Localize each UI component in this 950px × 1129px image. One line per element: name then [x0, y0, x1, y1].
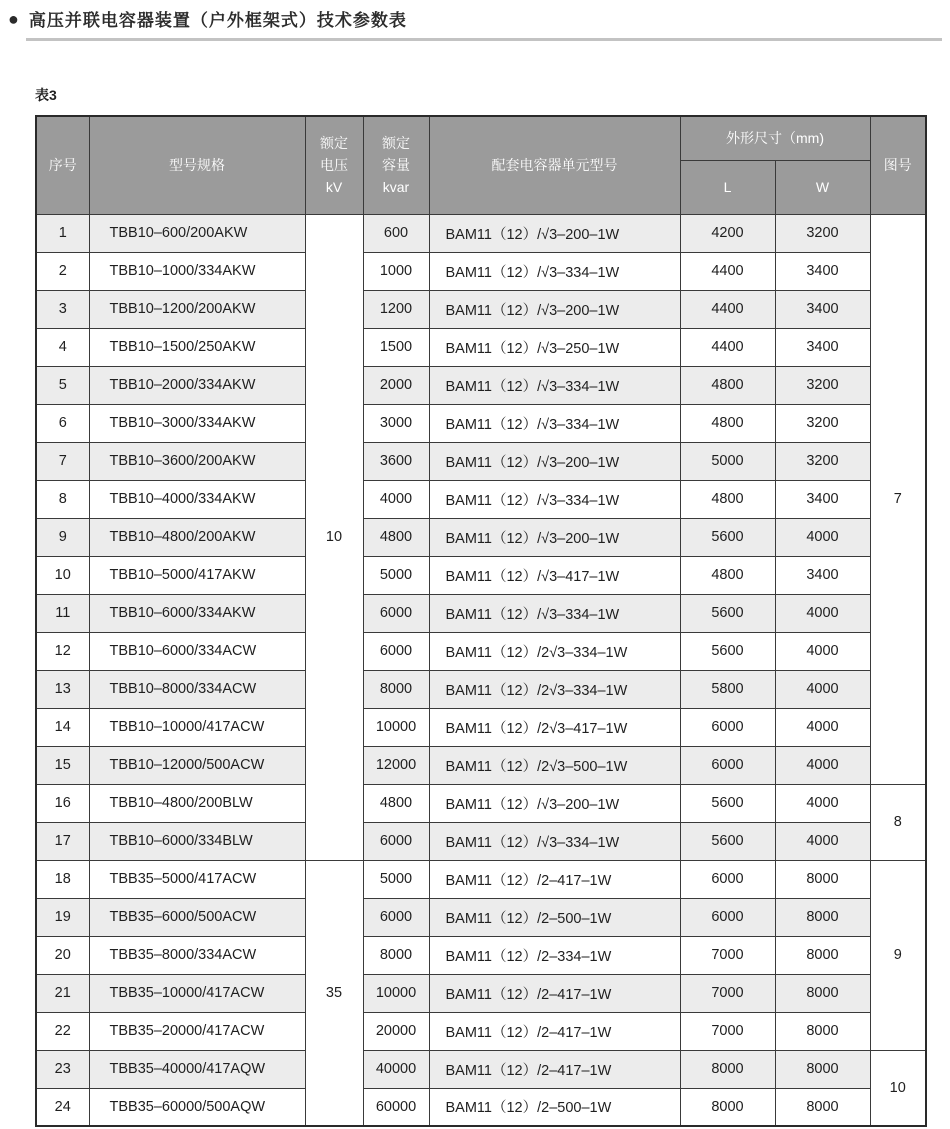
cell-length: 5800 — [680, 670, 775, 708]
cell-index: 9 — [36, 518, 89, 556]
cell-model: TBB35–20000/417ACW — [89, 1012, 305, 1050]
table-row — [36, 518, 926, 556]
cell-index: 17 — [36, 822, 89, 860]
table-row — [36, 252, 926, 290]
table-row — [36, 290, 926, 328]
cell-index: 22 — [36, 1012, 89, 1050]
cell-length: 5600 — [680, 784, 775, 822]
table-row — [36, 1012, 926, 1050]
cell-model: TBB35–60000/500AQW — [89, 1088, 305, 1126]
table-body — [36, 214, 926, 1126]
cell-width: 8000 — [775, 974, 870, 1012]
header-model: 型号规格 — [89, 116, 305, 214]
cell-length: 6000 — [680, 860, 775, 898]
cell-unit-model: BAM11（12）/2–334–1W — [429, 936, 680, 974]
cell-length: 5000 — [680, 442, 775, 480]
table-row — [36, 822, 926, 860]
cell-figure-group-9: 9 — [870, 860, 926, 1050]
cell-width: 3400 — [775, 290, 870, 328]
cell-index: 21 — [36, 974, 89, 1012]
cell-length: 7000 — [680, 1012, 775, 1050]
header-capacity — [363, 116, 429, 214]
table-row — [36, 1088, 926, 1126]
cell-capacity: 4000 — [363, 480, 429, 518]
cell-model: TBB35–40000/417AQW — [89, 1050, 305, 1088]
header-voltage-line1: 额定 — [320, 134, 348, 151]
header-capacity-line2: 容量 — [382, 157, 410, 174]
cell-index: 20 — [36, 936, 89, 974]
cell-width: 8000 — [775, 898, 870, 936]
cell-width: 4000 — [775, 822, 870, 860]
cell-length: 4400 — [680, 328, 775, 366]
table-label: 表3 — [35, 87, 57, 103]
cell-unit-model: BAM11（12）/2√3–334–1W — [429, 632, 680, 670]
page-title: 高压并联电容器装置（户外框架式）技术参数表 — [28, 11, 407, 30]
header-voltage-unit: kV — [325, 179, 343, 196]
cell-capacity: 20000 — [363, 1012, 429, 1050]
header-voltage — [305, 116, 363, 214]
cell-index: 13 — [36, 670, 89, 708]
cell-width: 3400 — [775, 252, 870, 290]
table-row — [36, 480, 926, 518]
cell-capacity: 4800 — [363, 784, 429, 822]
cell-unit-model: BAM11（12）/√3–334–1W — [429, 404, 680, 442]
cell-figure-group-8: 8 — [870, 784, 926, 860]
cell-capacity: 8000 — [363, 936, 429, 974]
cell-length: 4800 — [680, 480, 775, 518]
cell-capacity: 8000 — [363, 670, 429, 708]
cell-capacity: 3000 — [363, 404, 429, 442]
cell-model: TBB10–5000/417AKW — [89, 556, 305, 594]
cell-capacity: 12000 — [363, 746, 429, 784]
table-row — [36, 632, 926, 670]
cell-index: 12 — [36, 632, 89, 670]
cell-voltage-group-35: 35 — [305, 860, 363, 1126]
cell-index: 11 — [36, 594, 89, 632]
cell-length: 4800 — [680, 404, 775, 442]
cell-index: 15 — [36, 746, 89, 784]
cell-index: 23 — [36, 1050, 89, 1088]
cell-index: 2 — [36, 252, 89, 290]
cell-width: 3400 — [775, 480, 870, 518]
cell-figure-group-10: 10 — [870, 1050, 926, 1126]
cell-capacity: 6000 — [363, 594, 429, 632]
cell-length: 8000 — [680, 1050, 775, 1088]
cell-capacity: 1000 — [363, 252, 429, 290]
title-divider — [26, 38, 942, 41]
table-row — [36, 974, 926, 1012]
cell-length: 8000 — [680, 1088, 775, 1126]
cell-unit-model: BAM11（12）/2–500–1W — [429, 898, 680, 936]
cell-width: 8000 — [775, 1012, 870, 1050]
cell-figure-group-7: 7 — [870, 214, 926, 784]
cell-width: 4000 — [775, 518, 870, 556]
table-row — [36, 442, 926, 480]
cell-length: 5600 — [680, 518, 775, 556]
cell-model: TBB10–3000/334AKW — [89, 404, 305, 442]
header-voltage-line2: 电压 — [320, 157, 348, 174]
cell-voltage-group-10: 10 — [305, 214, 363, 860]
cell-model: TBB10–1500/250AKW — [89, 328, 305, 366]
cell-index: 16 — [36, 784, 89, 822]
parameters-table — [35, 115, 927, 1127]
cell-index: 5 — [36, 366, 89, 404]
page-header — [0, 0, 950, 31]
cell-model: TBB10–6000/334BLW — [89, 822, 305, 860]
header-index: 序号 — [36, 116, 89, 214]
cell-model: TBB10–10000/417ACW — [89, 708, 305, 746]
cell-unit-model: BAM11（12）/√3–334–1W — [429, 822, 680, 860]
cell-model: TBB10–1000/334AKW — [89, 252, 305, 290]
cell-unit-model: BAM11（12）/√3–200–1W — [429, 290, 680, 328]
cell-capacity: 600 — [363, 214, 429, 252]
cell-model: TBB10–1200/200AKW — [89, 290, 305, 328]
table-row — [36, 328, 926, 366]
cell-model: TBB35–6000/500ACW — [89, 898, 305, 936]
cell-model: TBB10–600/200AKW — [89, 214, 305, 252]
cell-model: TBB10–4800/200AKW — [89, 518, 305, 556]
cell-model: TBB10–2000/334AKW — [89, 366, 305, 404]
table-row — [36, 860, 926, 898]
cell-length: 4800 — [680, 556, 775, 594]
cell-width: 3400 — [775, 556, 870, 594]
cell-unit-model: BAM11（12）/√3–200–1W — [429, 784, 680, 822]
cell-index: 19 — [36, 898, 89, 936]
cell-model: TBB10–6000/334AKW — [89, 594, 305, 632]
cell-length: 4400 — [680, 290, 775, 328]
cell-unit-model: BAM11（12）/√3–200–1W — [429, 518, 680, 556]
cell-length: 6000 — [680, 898, 775, 936]
cell-unit-model: BAM11（12）/√3–250–1W — [429, 328, 680, 366]
cell-width: 8000 — [775, 1088, 870, 1126]
cell-length: 6000 — [680, 708, 775, 746]
cell-unit-model: BAM11（12）/2–417–1W — [429, 974, 680, 1012]
table-row — [36, 594, 926, 632]
cell-index: 4 — [36, 328, 89, 366]
cell-unit-model: BAM11（12）/2–417–1W — [429, 860, 680, 898]
cell-index: 10 — [36, 556, 89, 594]
table-row — [36, 366, 926, 404]
cell-unit-model: BAM11（12）/√3–334–1W — [429, 594, 680, 632]
cell-model: TBB35–10000/417ACW — [89, 974, 305, 1012]
header-capacity-line1: 额定 — [382, 134, 410, 151]
cell-index: 18 — [36, 860, 89, 898]
table-row — [36, 214, 926, 252]
cell-length: 5600 — [680, 632, 775, 670]
cell-width: 4000 — [775, 670, 870, 708]
cell-length: 5600 — [680, 594, 775, 632]
cell-capacity: 2000 — [363, 366, 429, 404]
cell-index: 8 — [36, 480, 89, 518]
cell-capacity: 60000 — [363, 1088, 429, 1126]
cell-unit-model: BAM11（12）/√3–334–1W — [429, 252, 680, 290]
header-dim-w: W — [775, 160, 870, 214]
cell-width: 3200 — [775, 404, 870, 442]
cell-unit-model: BAM11（12）/√3–334–1W — [429, 480, 680, 518]
table-row — [36, 1050, 926, 1088]
cell-length: 4800 — [680, 366, 775, 404]
cell-width: 4000 — [775, 746, 870, 784]
cell-length: 4200 — [680, 214, 775, 252]
header-capacity-unit: kvar — [382, 179, 410, 196]
cell-length: 4400 — [680, 252, 775, 290]
cell-capacity: 5000 — [363, 556, 429, 594]
cell-unit-model: BAM11（12）/√3–334–1W — [429, 366, 680, 404]
cell-length: 6000 — [680, 746, 775, 784]
cell-width: 3200 — [775, 442, 870, 480]
cell-capacity: 6000 — [363, 822, 429, 860]
cell-unit-model: BAM11（12）/√3–200–1W — [429, 214, 680, 252]
cell-width: 8000 — [775, 1050, 870, 1088]
table-row — [36, 708, 926, 746]
cell-width: 4000 — [775, 784, 870, 822]
cell-width: 3200 — [775, 214, 870, 252]
cell-capacity: 1200 — [363, 290, 429, 328]
cell-model: TBB10–6000/334ACW — [89, 632, 305, 670]
cell-model: TBB10–12000/500ACW — [89, 746, 305, 784]
cell-unit-model: BAM11（12）/2√3–334–1W — [429, 670, 680, 708]
cell-capacity: 40000 — [363, 1050, 429, 1088]
cell-width: 4000 — [775, 708, 870, 746]
cell-model: TBB35–8000/334ACW — [89, 936, 305, 974]
cell-index: 1 — [36, 214, 89, 252]
header-dimensions: 外形尺寸（mm) — [680, 116, 870, 160]
cell-index: 3 — [36, 290, 89, 328]
table-row — [36, 746, 926, 784]
cell-length: 7000 — [680, 936, 775, 974]
cell-width: 3400 — [775, 328, 870, 366]
cell-model: TBB10–8000/334ACW — [89, 670, 305, 708]
cell-width: 4000 — [775, 594, 870, 632]
cell-capacity: 1500 — [363, 328, 429, 366]
cell-capacity: 6000 — [363, 632, 429, 670]
cell-index: 6 — [36, 404, 89, 442]
cell-model: TBB10–3600/200AKW — [89, 442, 305, 480]
cell-capacity: 3600 — [363, 442, 429, 480]
cell-width: 8000 — [775, 936, 870, 974]
cell-capacity: 6000 — [363, 898, 429, 936]
cell-length: 5600 — [680, 822, 775, 860]
cell-unit-model: BAM11（12）/2–417–1W — [429, 1012, 680, 1050]
table-row — [36, 556, 926, 594]
cell-model: TBB10–4000/334AKW — [89, 480, 305, 518]
cell-unit-model: BAM11（12）/2√3–417–1W — [429, 708, 680, 746]
cell-unit-model: BAM11（12）/√3–417–1W — [429, 556, 680, 594]
table-row — [36, 404, 926, 442]
bullet-icon: ● — [8, 8, 19, 29]
cell-model: TBB10–4800/200BLW — [89, 784, 305, 822]
cell-capacity: 10000 — [363, 708, 429, 746]
cell-index: 7 — [36, 442, 89, 480]
table-row — [36, 898, 926, 936]
cell-width: 3200 — [775, 366, 870, 404]
cell-unit-model: BAM11（12）/2–417–1W — [429, 1050, 680, 1088]
header-unit-model: 配套电容器单元型号 — [429, 116, 680, 214]
cell-length: 7000 — [680, 974, 775, 1012]
cell-capacity: 4800 — [363, 518, 429, 556]
cell-capacity: 10000 — [363, 974, 429, 1012]
table-row — [36, 784, 926, 822]
cell-width: 8000 — [775, 860, 870, 898]
table-row — [36, 670, 926, 708]
cell-capacity: 5000 — [363, 860, 429, 898]
cell-index: 14 — [36, 708, 89, 746]
table-header — [36, 116, 926, 214]
header-dim-l: L — [680, 160, 775, 214]
cell-unit-model: BAM11（12）/2–500–1W — [429, 1088, 680, 1126]
cell-unit-model: BAM11（12）/√3–200–1W — [429, 442, 680, 480]
table-row — [36, 936, 926, 974]
cell-width: 4000 — [775, 632, 870, 670]
cell-model: TBB35–5000/417ACW — [89, 860, 305, 898]
cell-index: 24 — [36, 1088, 89, 1126]
header-figure: 图号 — [870, 116, 926, 214]
cell-unit-model: BAM11（12）/2√3–500–1W — [429, 746, 680, 784]
